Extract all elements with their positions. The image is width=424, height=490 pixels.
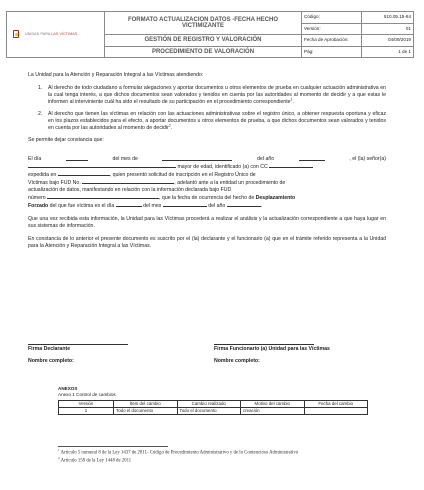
declarant-name-field[interactable] — [28, 163, 176, 168]
rights-list — [38, 85, 386, 132]
document-header — [6, 11, 414, 58]
table-cell — [304, 408, 368, 415]
constancia-heading: Se permite dejar constancia que: — [28, 137, 104, 144]
table-cell: Todo el documento — [114, 408, 178, 415]
footnote-ref: 2 — [168, 123, 171, 128]
declarant-signature — [28, 344, 188, 370]
field-value-approval-date: 04/09/2019 — [362, 35, 414, 47]
intro-paragraph: La Unidad para la Atención y Reparación Integral a las Víctimas atendiendo: — [28, 72, 204, 78]
footnote-divider — [58, 446, 168, 447]
event-day-field[interactable] — [116, 202, 142, 207]
field-value-page: 1 de 1 — [362, 46, 414, 58]
signature-section — [28, 344, 386, 370]
list-item-number: 2. — [38, 111, 43, 118]
table-cell: Todo el documento — [177, 408, 241, 415]
footnote-ref: 1 — [290, 97, 293, 102]
annex-title: ANEXOS — [58, 386, 78, 391]
field-label-version: Versión: — [302, 23, 362, 35]
logo-cell — [7, 12, 105, 58]
event-year-field[interactable] — [227, 202, 261, 207]
footnotes — [58, 450, 378, 466]
column-header: Versión — [59, 401, 114, 408]
name-label: Nombre completo: — [28, 358, 74, 365]
column-header: Ítem del cambio — [114, 401, 178, 408]
official-signature — [214, 344, 386, 370]
agency-logo — [9, 29, 102, 40]
fud-declared-number-field[interactable] — [47, 194, 159, 199]
declaration-form: El día del mes de del año , el (la) señor(a) mayor de edad, identificado (a) con CC expedida en , quien presentó solicitud de inscripción en el Registro Único de Víctimas bajo FUD No. , adelantó ante a la entidad un procedimiento de actualización de datos, manifestando en relación con la información declarada bajo FUD número , que la fecha de ocurrencia del hecho de Desplazamiento Forzado del que fue víctima es el día del mes del año . — [28, 156, 386, 210]
analysis-paragraph: Que una vez recibida esta información, la Unidad para las Víctimas procederá a realizar el análisis y la actualización correspondiente a que haya lugar en sus sistemas de información. — [28, 216, 386, 230]
table-cell: creación — [241, 408, 305, 415]
table-cell: 1 — [59, 408, 114, 415]
signature-title: Firma Funcionario (a) Unidad para las Víctimas — [214, 346, 330, 352]
signature-title: Firma Declarante — [28, 346, 71, 352]
process-title: GESTIÓN DE REGISTRO Y VALORACIÓN — [105, 35, 302, 47]
fud-number-field[interactable] — [82, 179, 174, 184]
table-row — [59, 408, 368, 415]
issued-in-field[interactable] — [58, 171, 110, 176]
signature-paragraph: En constancia de lo anterior el presente documento es suscrito por el (la) declarante y el funcionario (a) que en el trámite referido representa a la Unidad para la Atención y Reparación Integral a las Víctimas. — [28, 236, 386, 250]
field-label-page: Pág: — [302, 46, 362, 58]
field-label-approval-date: Fecha de Aprobación: — [302, 35, 362, 47]
annex-heading — [58, 386, 116, 398]
footnote: $^1$ Artículo 5 numeral 8 de la Ley 1437 de 2011- Código de Procedimiento Administrativo y de lo Contencioso Administrativo — [58, 448, 299, 456]
annex-subtitle: Anexo 1 Control de cambios — [58, 392, 116, 398]
field-value-version: 01 — [362, 23, 414, 35]
list-item-text: Al derecho de todo ciudadano a formular alegaciones y aportar documentos u otros elementos de prueba en cualquier actuación administrativa en la cual tenga interés, a que dichos documentos sean valorados y tenidos en cuenta por las autoridades al momento de decidir y a que estas le informen al interviniente cuál ha sido el resultado de su participación en el procedimiento correspondiente — [48, 85, 386, 106]
document-body — [28, 72, 386, 256]
document-title: FORMATO ACTUALIZACION DATOS -FECHA HECHO VICTIMIZANTE — [105, 12, 302, 35]
list-item: 2. Al derecho que tienen las víctimas en relación con las actuaciones administrativas sobre el registro único, a obtener respuesta oportuna y eficaz en los plazos establecidos para el efecto, a aportar documentos u otros elementos de prueba, a que dichos documentos sean valorados y tenidos en cuenta por las autoridades al momento de decidir$^2$. — [38, 111, 386, 132]
list-item-text: Al derecho que tienen las víctimas en relación con las actuaciones administrativas sobre el registro único, a obtener respuesta oportuna y eficaz en los plazos establecidos para el efecto, a aportar documentos u otros elementos de prueba, a que dichos documentos sean valorados y tenidos en cuenta por las autoridades al momento de decidir — [48, 111, 386, 132]
column-header: Fecha del cambio — [304, 401, 368, 408]
emblem-icon — [9, 29, 23, 40]
field-value-code: 510.05.15-84 — [362, 12, 414, 24]
year-field[interactable] — [299, 156, 325, 161]
change-control-table — [58, 400, 368, 415]
logo-text-highlight: LAS VÍCTIMAS — [51, 32, 78, 37]
month-field[interactable] — [162, 156, 232, 161]
name-label: Nombre completo: — [214, 358, 260, 365]
day-field[interactable] — [66, 156, 88, 161]
logo-text-prefix: UNIDAD PARA — [25, 32, 51, 37]
id-number-field[interactable] — [269, 163, 313, 168]
procedure-title: PROCEDIMIENTO DE VALORACIÓN — [105, 46, 302, 58]
list-item: 1. Al derecho de todo ciudadano a formular alegaciones y aportar documentos u otros elementos de prueba en cualquier actuación administrativa en la cual tenga interés, a que dichos documentos sean valorados y tenidos en cuenta por las autoridades al momento de decidir y a que estas le informen al interviniente cuál ha sido el resultado de su participación en el procedimiento correspondiente$^1$. — [38, 85, 386, 106]
column-header: Cambio realizado — [177, 401, 241, 408]
field-label-code: Código: — [302, 12, 362, 24]
list-item-number: 1. — [38, 85, 43, 92]
column-header: Motivo del cambio — [241, 401, 305, 408]
footnote: $^2$ Artículo 158 de la Ley 1448 de 2011 — [58, 455, 132, 464]
event-month-field[interactable] — [163, 202, 207, 207]
